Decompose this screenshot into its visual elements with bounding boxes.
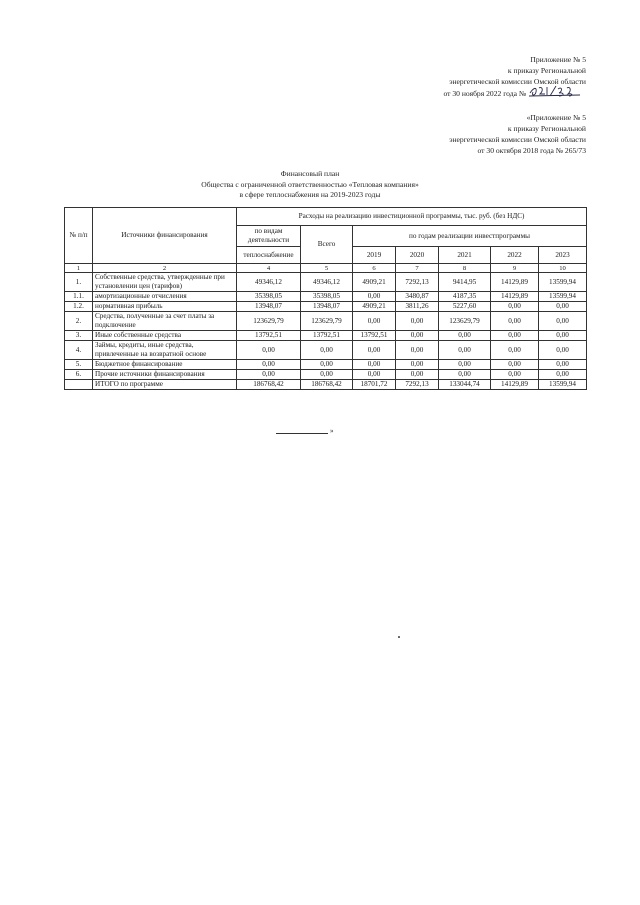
row-y2023: 0,00 xyxy=(539,370,587,380)
row-y2023: 13599,94 xyxy=(539,292,587,302)
row-y2019: 0,00 xyxy=(353,292,396,302)
total-total: 186768,42 xyxy=(301,380,353,390)
row-y2021: 0,00 xyxy=(439,360,491,370)
total-y2020: 7292,13 xyxy=(396,380,439,390)
title-line3: в сфере теплоснабжения на 2019-2023 годы xyxy=(239,190,381,199)
row-activity: 35398,05 xyxy=(237,292,301,302)
row-activity: 0,00 xyxy=(237,360,301,370)
index-cell: 2 xyxy=(93,264,237,273)
row-y2019: 4909,21 xyxy=(353,273,396,292)
table-row xyxy=(65,273,587,292)
row-y2023: 0,00 xyxy=(539,331,587,341)
row-num: 3. xyxy=(65,331,93,341)
row-total: 49346,12 xyxy=(301,273,353,292)
header-year-2019: 2019 xyxy=(353,247,396,264)
header-expenses: Расходы на реализацию инвестиционной программы, тыс. руб. (без НДС) xyxy=(237,208,587,226)
header-year-2021: 2021 xyxy=(439,247,491,264)
financial-plan-table xyxy=(64,207,587,390)
row-y2021: 0,00 xyxy=(439,370,491,380)
row-y2021: 0,00 xyxy=(439,331,491,341)
index-cell: 4 xyxy=(237,264,301,273)
row-y2023: 0,00 xyxy=(539,341,587,360)
appendix-prior xyxy=(449,112,586,156)
row-source: Средства, полученные за счет платы за подключение xyxy=(93,312,237,331)
index-cell: 8 xyxy=(439,264,491,273)
row-num: 5. xyxy=(65,360,93,370)
total-activity: 186768,42 xyxy=(237,380,301,390)
row-y2023: 0,00 xyxy=(539,312,587,331)
row-y2019: 0,00 xyxy=(353,370,396,380)
row-y2021: 0,00 xyxy=(439,341,491,360)
table-row xyxy=(65,302,587,312)
row-y2022: 0,00 xyxy=(491,312,539,331)
table-row xyxy=(65,312,587,331)
header-heat-supply: теплоснабжение xyxy=(237,247,301,264)
row-y2022: 0,00 xyxy=(491,360,539,370)
row-source: Прочие источники финансирования xyxy=(93,370,237,380)
header-total: Всего xyxy=(301,226,353,264)
row-source: Иные собственные средства xyxy=(93,331,237,341)
index-row xyxy=(65,264,587,273)
row-y2020: 0,00 xyxy=(396,341,439,360)
closing-quote-mark: » xyxy=(330,427,334,435)
row-y2021: 9414,95 xyxy=(439,273,491,292)
row-activity: 49346,12 xyxy=(237,273,301,292)
table-row xyxy=(65,292,587,302)
scan-speck xyxy=(398,636,400,638)
header-year-2023: 2023 xyxy=(539,247,587,264)
row-y2022: 0,00 xyxy=(491,370,539,380)
index-cell: 7 xyxy=(396,264,439,273)
row-y2021: 4187,35 xyxy=(439,292,491,302)
document-title xyxy=(110,169,510,201)
row-activity: 0,00 xyxy=(237,370,301,380)
table-row xyxy=(65,341,587,360)
total-num xyxy=(65,380,93,390)
row-y2022: 14129,89 xyxy=(491,273,539,292)
row-y2019: 0,00 xyxy=(353,341,396,360)
appendix-prior-line4: от 30 октября 2018 года № 265/73 xyxy=(477,146,586,155)
header-by-years: по годам реализации инвестпрограммы xyxy=(353,226,587,247)
row-y2020: 0,00 xyxy=(396,360,439,370)
title-line2: Общества с ограниченной ответственностью «Тепловая компания» xyxy=(201,179,419,189)
handwritten-signature-icon xyxy=(528,84,586,98)
header-row-1 xyxy=(65,208,587,226)
row-y2023: 13599,94 xyxy=(539,273,587,292)
row-num: 6. xyxy=(65,370,93,380)
index-cell: 10 xyxy=(539,264,587,273)
row-y2019: 0,00 xyxy=(353,360,396,370)
row-activity: 0,00 xyxy=(237,341,301,360)
index-cell: 6 xyxy=(353,264,396,273)
row-y2020: 7292,13 xyxy=(396,273,439,292)
row-total: 0,00 xyxy=(301,360,353,370)
row-num: 1.1. xyxy=(65,292,93,302)
closing-line xyxy=(276,433,328,434)
appendix-current xyxy=(443,54,586,99)
appendix-current-line3: энергетической комиссии Омской области xyxy=(449,77,586,86)
total-y2021: 133044,74 xyxy=(439,380,491,390)
header-num: № п/п xyxy=(65,208,93,264)
table-row xyxy=(65,370,587,380)
row-y2019: 4909,21 xyxy=(353,302,396,312)
index-cell: 5 xyxy=(301,264,353,273)
row-num: 1.2. xyxy=(65,302,93,312)
appendix-current-line1: Приложение № 5 xyxy=(530,55,586,64)
row-y2021: 5227,60 xyxy=(439,302,491,312)
appendix-current-date: от 30 ноября 2022 года № xyxy=(443,89,527,98)
row-num: 1. xyxy=(65,273,93,292)
total-source: ИТОГО по программе xyxy=(93,380,237,390)
row-y2023: 0,00 xyxy=(539,360,587,370)
row-source: Бюджетное финансирование xyxy=(93,360,237,370)
table-row xyxy=(65,331,587,341)
index-cell: 1 xyxy=(65,264,93,273)
row-activity: 123629,79 xyxy=(237,312,301,331)
row-y2019: 13792,51 xyxy=(353,331,396,341)
row-num: 4. xyxy=(65,341,93,360)
row-y2019: 0,00 xyxy=(353,312,396,331)
row-source: Собственные средства, утвержденные при установлении цен (тарифов) xyxy=(93,273,237,292)
row-activity: 13792,51 xyxy=(237,331,301,341)
row-y2020: 3480,87 xyxy=(396,292,439,302)
order-number-handwritten xyxy=(528,87,586,97)
row-source: Займы, кредиты, иные средства, привлеченные на возвратной основе xyxy=(93,341,237,360)
total-y2023: 13599,94 xyxy=(539,380,587,390)
header-by-activity: по видам деятельности xyxy=(237,226,301,247)
header-year-2022: 2022 xyxy=(491,247,539,264)
row-y2020: 0,00 xyxy=(396,370,439,380)
row-total: 0,00 xyxy=(301,370,353,380)
total-y2019: 18701,72 xyxy=(353,380,396,390)
row-total: 123629,79 xyxy=(301,312,353,331)
total-y2022: 14129,89 xyxy=(491,380,539,390)
appendix-prior-line3: энергетической комиссии Омской области xyxy=(449,135,586,144)
appendix-prior-line1: «Приложение № 5 xyxy=(526,113,586,122)
row-total: 13948,07 xyxy=(301,302,353,312)
row-activity: 13948,07 xyxy=(237,302,301,312)
appendix-current-line4 xyxy=(443,87,586,99)
row-y2020: 0,00 xyxy=(396,331,439,341)
row-y2020: 0,00 xyxy=(396,312,439,331)
row-y2022: 0,00 xyxy=(491,341,539,360)
index-cell: 9 xyxy=(491,264,539,273)
row-y2022: 14129,89 xyxy=(491,292,539,302)
table-row xyxy=(65,360,587,370)
row-num: 2. xyxy=(65,312,93,331)
row-y2021: 123629,79 xyxy=(439,312,491,331)
row-source: нормативная прибыль xyxy=(93,302,237,312)
row-y2020: 3811,26 xyxy=(396,302,439,312)
row-y2023: 0,00 xyxy=(539,302,587,312)
row-y2022: 0,00 xyxy=(491,302,539,312)
header-source: Источники финансирования xyxy=(93,208,237,264)
row-source: амортизационные отчисления xyxy=(93,292,237,302)
total-row xyxy=(65,380,587,390)
row-total: 35398,05 xyxy=(301,292,353,302)
title-line1: Финансовый план xyxy=(280,169,340,178)
row-total: 0,00 xyxy=(301,341,353,360)
row-total: 13792,51 xyxy=(301,331,353,341)
appendix-current-line2: к приказу Региональной xyxy=(507,66,586,75)
row-y2022: 0,00 xyxy=(491,331,539,341)
appendix-prior-line2: к приказу Региональной xyxy=(507,124,586,133)
header-year-2020: 2020 xyxy=(396,247,439,264)
